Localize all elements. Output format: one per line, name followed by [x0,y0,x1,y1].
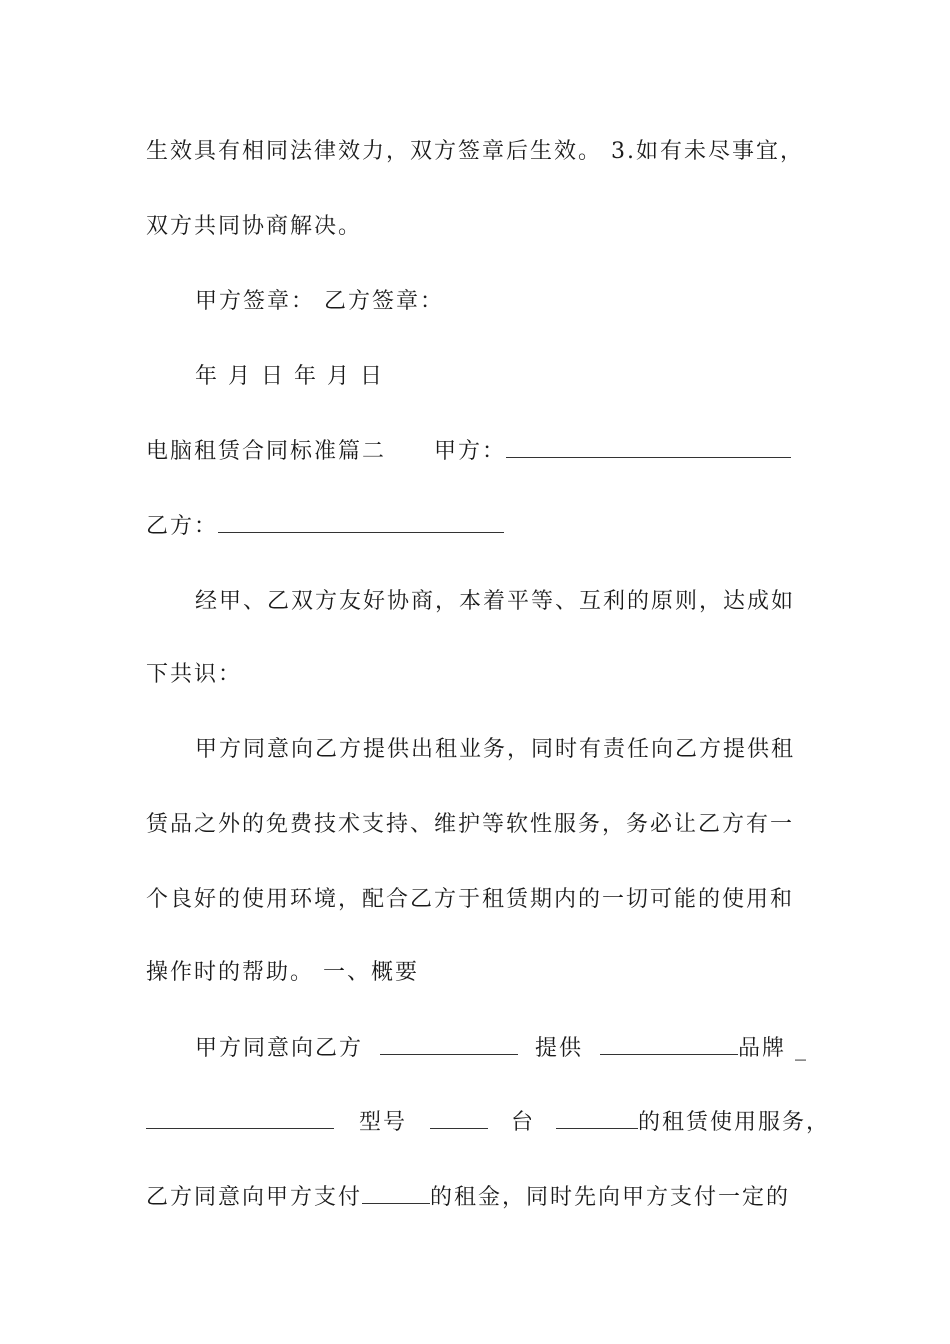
overview-text: 乙方同意向甲方支付 [146,1185,363,1210]
paragraph-line: 生效具有相同法律效力，双方签章后生效。 3.如有未尽事宜， [146,139,804,164]
overview-line-3 [146,1183,808,1213]
paragraph-line: 操作时的帮助。 一、概要 [146,960,419,985]
party-b-blank [218,512,504,533]
party-b-label: 乙方： [146,514,219,539]
quantity-blank [556,1108,638,1129]
overview-text: 台 [511,1110,536,1135]
lessee-blank [380,1034,518,1055]
party-b-line [146,512,808,542]
contract-title-line [146,437,808,467]
overview-line-1 [195,1034,808,1064]
paragraph-line: 经甲、乙双方友好协商，本着平等、互利的原则，达成如 [195,589,796,614]
overview-text: 甲方同意向乙方 [195,1036,364,1061]
overview-line-2 [146,1108,831,1138]
party-a-blank [506,437,791,458]
signature-labels: 甲方签章： 乙方签章： [195,289,444,314]
paragraph-line: 下共识： [146,662,243,687]
provide-blank [600,1034,738,1055]
paragraph-line: 赁品之外的免费技术支持、维护等软性服务，务必让乙方有一 [146,812,795,837]
paragraph-line: 个良好的使用环境，配合乙方于租赁期内的一切可能的使用和 [146,887,795,912]
paragraph-line: 甲方同意向乙方提供出租业务，同时有责任向乙方提供租 [195,737,796,762]
overview-text: 品牌 _ [738,1036,809,1061]
overview-text: 的租金，同时先向甲方支付一定的 [430,1185,791,1210]
paragraph-line: 双方共同协商解决。 [146,214,363,239]
brand-blank [146,1108,334,1129]
contract-title: 电脑租赁合同标准篇二 [146,439,387,464]
rent-blank [362,1183,430,1204]
overview-text: 型号 [359,1110,408,1135]
overview-text: 提供 [535,1036,584,1061]
model-blank [430,1108,488,1129]
overview-text: 的租赁使用服务， [638,1110,831,1135]
party-a-label: 甲方： [434,439,507,464]
signature-date-labels: 年 月 日 年 月 日 [195,364,384,389]
